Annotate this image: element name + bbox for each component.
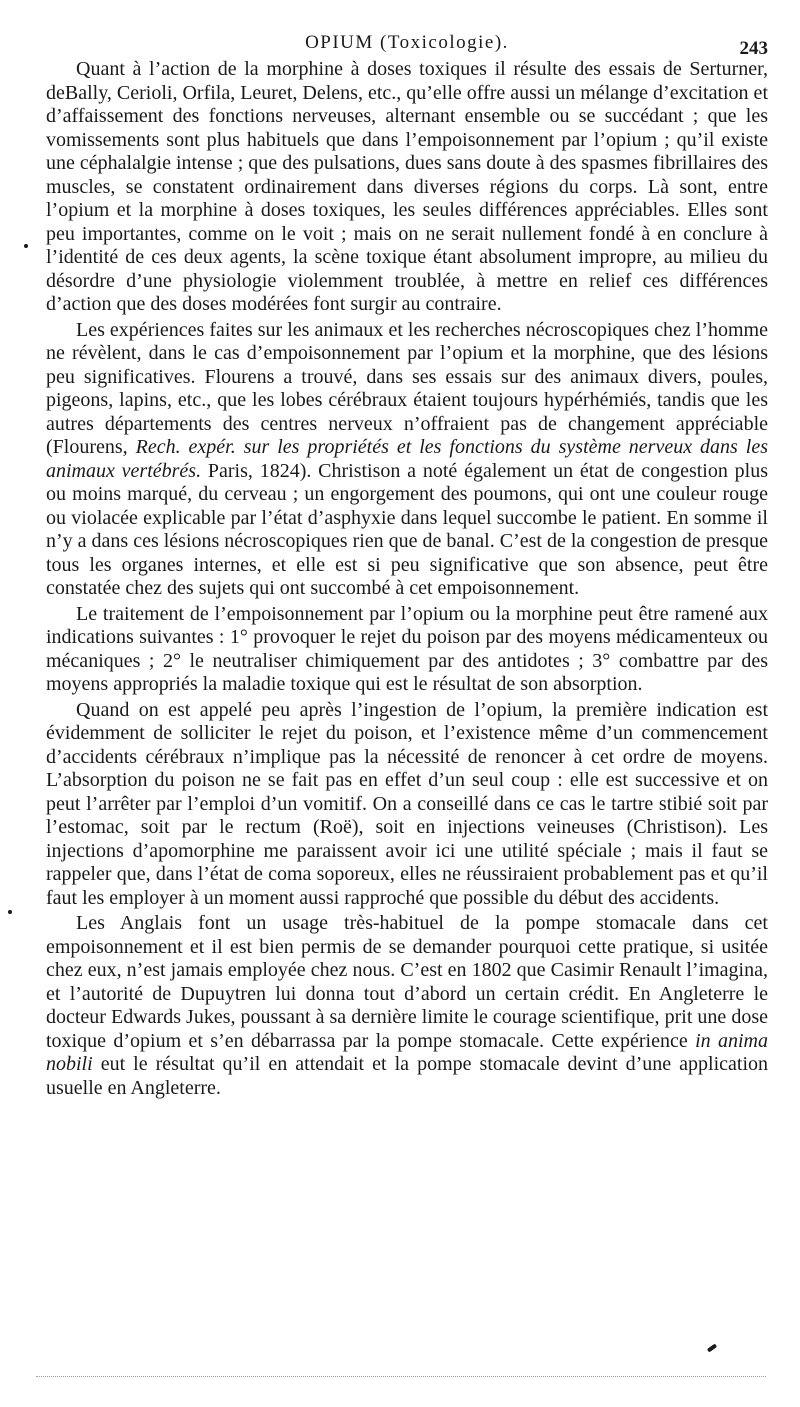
- margin-speck: [24, 244, 28, 248]
- paragraph-necroscopic-lesions: [46, 319, 768, 601]
- running-head: [46, 28, 768, 58]
- paragraph-text: Les expériences faites sur les animaux et les recherches nécroscopiques chez l’homme ne révèlent, dans le cas d’empoisonnement par l’opium et la morphine, que des lésions peu significatives. Flourens a trouvé, dans ses essais sur des animaux divers, poules, pigeons, lapins, etc., que les lobes cérébraux étaient toujours hypérhémiés, tandis que les autres départements des centres nerveux n’offraient pas de changement appréciable (Flourens,: [46, 318, 768, 458]
- paragraph-text: Les Anglais font un usage très-habituel de la pompe stomacale dans cet empoisonnement et il est bien permis de se demander pourquoi cette pratique, si usitée chez eux, n’est jamais employée chez nous. C’est en 1802 que Casimir Renault l’imagina, et l’autorité de Dupuytren lui donna tout d’abord un certain crédit. En Angleterre le docteur Edwards Jukes, poussant à sa dernière limite le courage scientifique, prit une dose toxique d’opium et s’en débarrassa par la pompe stomacale. Cette expérience: [46, 912, 768, 1052]
- paragraph-stomach-pump: [46, 912, 768, 1100]
- citation-title: Rech. expér. sur les propriétés et les fonctions du système nerveux dans les animaux vertébrés.: [46, 436, 768, 482]
- paragraph-text: Paris, 1824). Christison a noté également un état de congestion plus ou moins marqué, du cerveau ; un engorgement des poumons, qui ont une couleur rouge ou violacée explicable par l’état d’asphyxie dans lequel succombe le patient. En somme il n’y a dans ces lésions nécroscopiques rien que de banal. C’est de la congestion de presque tous les organes internes, et elle est si peu significative que son absence, peut être constatée chez des sujets qui ont succombé à cet empoisonnement.: [46, 459, 768, 599]
- paragraph-text: Quant à l’action de la morphine à doses toxiques il résulte des essais de Serturner, deBally, Cerioli, Orfila, Leuret, Delens, etc., qu’elle offre aussi un mélange d’excitation et d’affaissement des fonctions nerveuses, alternant ensemble ou se succédant ; que les vomissements sont plus habituels que dans l’empoisonnement par l’opium ; qu’il existe une céphalalgie intense ; que des pulsations, dues sans doute à des spasmes fibrillaires des muscles, se constatent ordinairement dans diverses régions du corps. Là sont, entre l’opium et la morphine à doses toxiques, les seules différences appréciables. Elles sont peu importantes, comme on le voit ; mais on ne serait nullement fondé à en conclure à l’identité de ces deux agents, la scène toxique étant absolument impropre, au milieu du désordre d’une physiologie violemment troublée, à mettre en relief ces différences d’action que des doses modérées font surgir au contraire.: [46, 58, 768, 315]
- paragraph-vomiting-indication: [46, 699, 768, 911]
- margin-speck: [8, 910, 12, 914]
- running-title: OPIUM (Toxicologie).: [305, 32, 509, 53]
- paragraph-morphine-toxic-action: [46, 58, 768, 317]
- latin-phrase: in anima nobili: [46, 1029, 768, 1075]
- paragraph-treatment-indications: [46, 603, 768, 697]
- body-text: [46, 58, 768, 1100]
- paragraph-text: eut le résultat qu’il en attendait et la pompe stomacale devint d’une application usuelle en Angleterre.: [46, 1053, 768, 1099]
- page-number: 243: [739, 38, 768, 59]
- page-bottom-rule: [36, 1376, 766, 1377]
- ink-mark: [707, 1343, 717, 1352]
- paragraph-text: Le traitement de l’empoisonnement par l’opium ou la morphine peut être ramené aux indications suivantes : 1° provoquer le rejet du poison par des moyens médicamenteux ou mécaniques ; 2° le neutraliser chimiquement par des antidotes ; 3° combattre par des moyens appropriés la maladie toxique qui est le résultat de son absorption.: [46, 602, 768, 695]
- paragraph-text: Quand on est appelé peu après l’ingestion de l’opium, la première indication est évidemment de solliciter le rejet du poison, et l’existence même d’un commencement d’accidents cérébraux n’implique pas la nécessité de renoncer à cet ordre de moyens. L’absorption du poison ne se fait pas en effet d’un seul coup : elle est successive et on peut l’arrêter par l’emploi d’un vomitif. On a conseillé dans ce cas le tartre stibié soit par l’estomac, soit par le rectum (Roë), soit en injections veineuses (Christison). Les injections d’apomorphine me paraissent avoir ici une utilité spéciale ; mais il faut se rappeler que, dans l’état de coma soporeux, elles ne réussiraient probablement pas et qu’il faut les employer à un moment aussi rapproché que possible du début des accidents.: [46, 698, 768, 909]
